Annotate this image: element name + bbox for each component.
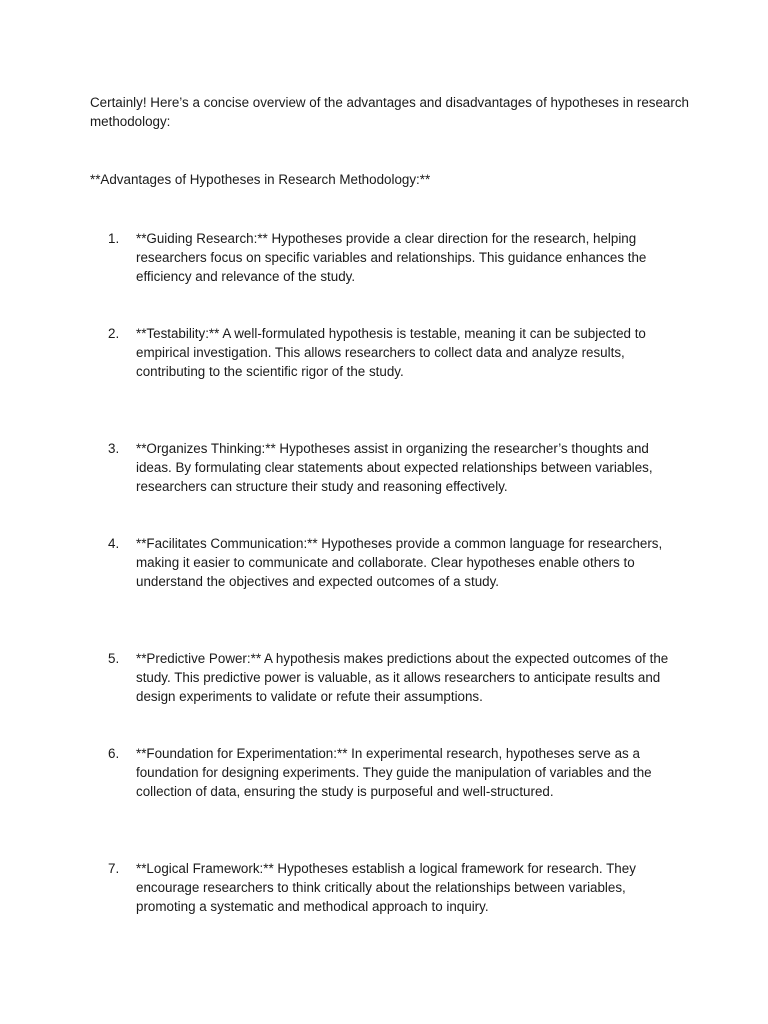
list-item <box>108 744 688 801</box>
list-item-number: 1. <box>108 231 120 246</box>
list-item <box>108 439 688 496</box>
list-item-number: 7. <box>108 861 120 876</box>
list-item-text: **Predictive Power:** A hypothesis makes predictions about the expected outcomes of the study. This predictive power is valuable, as it allows researchers to anticipate results and design experiments to validate or refute their assumptions. <box>136 651 669 704</box>
list-item-text: **Logical Framework:** Hypotheses establish a logical framework for research. They encourage researchers to think critically about the relationships between variables, promoting a systematic and methodical approach to inquiry. <box>136 861 636 914</box>
list-item-number: 4. <box>108 536 120 551</box>
list-item <box>108 859 688 916</box>
list-item-text: **Organizes Thinking:** Hypotheses assist in organizing the researcher’s thoughts and ideas. By formulating clear statements about expected relationships between variables, researchers can structure their study and reasoning effectively. <box>136 441 653 494</box>
list-item-text: **Facilitates Communication:** Hypotheses provide a common language for researchers, making it easier to communicate and collaborate. Clear hypotheses enable others to understand the objectives and expected outcomes of a study. <box>136 536 663 589</box>
list-item-number: 3. <box>108 441 120 456</box>
list-item-number: 6. <box>108 746 120 761</box>
list-item-number: 2. <box>108 326 120 341</box>
list-item <box>108 229 688 286</box>
list-item <box>108 649 688 706</box>
section-heading: **Advantages of Hypotheses in Research Methodology:** <box>90 172 431 187</box>
list-item-text: **Guiding Research:** Hypotheses provide a clear direction for the research, helping researchers focus on specific variables and relationships. This guidance enhances the efficiency and relevance of the study. <box>136 231 647 284</box>
list-item <box>108 534 688 591</box>
list-item-text: **Testability:** A well-formulated hypothesis is testable, meaning it can be subjected to empirical investigation. This allows researchers to collect data and analyze results, contributing to the scientific rigor of the study. <box>136 326 646 379</box>
list-item-number: 5. <box>108 651 120 666</box>
list-item-text: **Foundation for Experimentation:** In experimental research, hypotheses serve as a foundation for designing experiments. They guide the manipulation of variables and the collection of data, ensuring the study is purposeful and well-structured. <box>136 746 652 799</box>
list-item <box>108 324 688 381</box>
intro-paragraph: Certainly! Here’s a concise overview of the advantages and disadvantages of hypotheses in research methodology: <box>90 95 689 129</box>
